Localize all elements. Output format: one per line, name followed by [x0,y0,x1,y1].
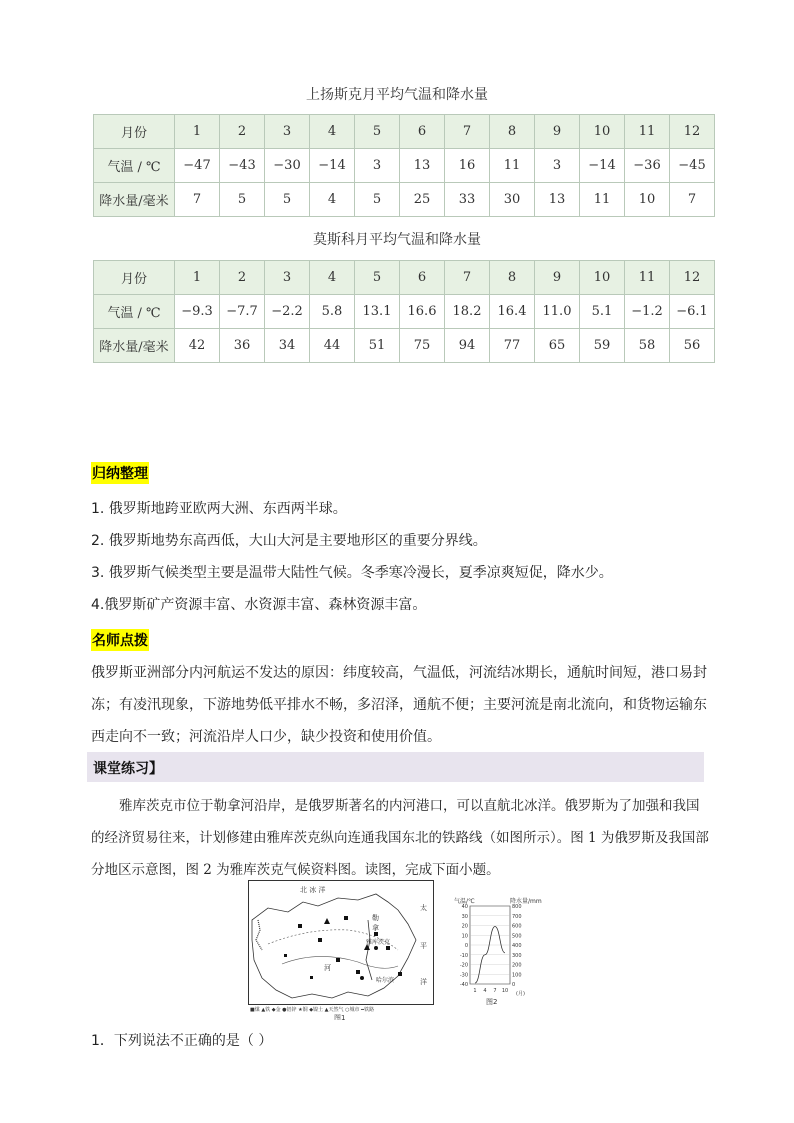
month-cell: 9 [535,115,580,149]
temp-cell: 18.2 [445,295,490,329]
summary-item: 3. 俄罗斯气候类型主要是温带大陆性气候。冬季寒冷漫长，夏季凉爽短促，降水少。 [91,565,613,581]
x-tick-label: 10 [501,988,509,994]
y2-tick-label: 700 [512,913,522,920]
map-label: 平 [420,942,427,950]
map-label: 河 [324,964,331,972]
summary-item: 4.俄罗斯矿产资源丰富、水资源丰富、森林资源丰富。 [91,597,427,613]
month-cell: 7 [445,261,490,295]
precip-cell: 36 [220,329,265,363]
exercise-intro: 雅库茨克市位于勒拿河沿岸，是俄罗斯著名的内河港口，可以直航北冰洋。俄罗斯为了加强和我国的经济贸易往来，计划修建由雅库茨克纵向连通我国东北的铁路线（如图所示）。图 1 为俄罗斯及我国部分地区示意图，图 2 为雅库茨克气候资料图。读图，完成下面小题。 [91,798,709,878]
table2-title: 莫斯科月平均气温和降水量 [313,232,481,248]
temp-cell: −45 [670,149,715,183]
question-1: 1．下列说法不正确的是（ ） [91,1033,273,1049]
temp-cell: 16.6 [400,295,445,329]
precip-header: 降水量/毫米 [94,183,175,217]
temp-cell: −14 [580,149,625,183]
summary-item: 2. 俄罗斯地势东高西低，大山大河是主要地形区的重要分界线。 [91,533,487,549]
month-cell: 4 [310,115,355,149]
temp-cell: 5.1 [580,295,625,329]
map-caption: 图1 [334,1014,346,1020]
map-label: 北 冰 洋 [300,886,326,894]
x-tick-label: 4 [483,988,487,994]
precip-cell: 56 [670,329,715,363]
month-cell: 5 [355,261,400,295]
precip-cell: 11 [580,183,625,217]
month-cell: 5 [355,115,400,149]
month-cell: 10 [580,115,625,149]
month-cell: 10 [580,261,625,295]
map-label: 太 [420,904,427,912]
month-cell: 8 [490,261,535,295]
precip-cell: 94 [445,329,490,363]
summary-item: 1. 俄罗斯地跨亚欧两大洲、东西两半球。 [91,501,347,517]
chart-left-axis-label: 气温/℃ [454,898,475,905]
month-cell: 6 [400,115,445,149]
precip-cell: 75 [400,329,445,363]
verkhoyansk-climate-table [93,114,715,217]
summary-heading: 归纳整理 [91,462,149,484]
month-header: 月份 [94,115,175,149]
map-label: 拿 [372,924,379,932]
y2-tick-label: 0 [512,982,516,988]
map-label: 洋 [420,978,427,986]
precip-cell: 51 [355,329,400,363]
precip-cell: 5 [355,183,400,217]
precip-cell: 58 [625,329,670,363]
tips-text: 俄罗斯亚洲部分内河航运不发达的原因：纬度较高，气温低，河流结冰期长，通航时间短，港口易封冻；有凌汛现象，下游地势低平排水不畅，多沼泽，通航不便；主要河流是南北流向，和货物运输东西走向不一致；河流沿岸人口少，缺少投资和使用价值。 [91,665,707,745]
map-label: 雅库茨克 [366,939,391,946]
map-label: 勒 [372,914,379,922]
month-cell: 3 [265,115,310,149]
y-tick-label: 20 [461,923,468,930]
y-tick-label: -20 [459,962,468,969]
precip-cell: 34 [265,329,310,363]
moscow-climate-table [93,260,715,363]
temp-cell: −7.7 [220,295,265,329]
month-cell: 2 [220,261,265,295]
temp-cell: 5.8 [310,295,355,329]
temp-cell: −2.2 [265,295,310,329]
temp-cell: 13.1 [355,295,400,329]
month-cell: 11 [625,261,670,295]
temp-header: 气温 / ℃ [94,149,175,183]
precip-cell: 59 [580,329,625,363]
temp-cell: −9.3 [175,295,220,329]
precip-cell: 25 [400,183,445,217]
month-cell: 1 [175,261,220,295]
y2-tick-label: 500 [512,933,522,940]
month-cell: 2 [220,115,265,149]
y2-tick-label: 400 [512,943,522,949]
temp-cell: −43 [220,149,265,183]
precip-cell: 4 [310,183,355,217]
temp-cell: 3 [355,149,400,183]
precip-cell: 5 [220,183,265,217]
y-tick-label: 40 [461,904,468,910]
y-tick-label: 10 [461,933,468,940]
precip-cell: 44 [310,329,355,363]
temp-header: 气温 / ℃ [94,295,175,329]
y-tick-label: -40 [459,982,468,988]
precip-cell: 13 [535,183,580,217]
temp-cell: −1.2 [625,295,670,329]
month-cell: 4 [310,261,355,295]
y2-tick-label: 100 [512,972,522,979]
month-cell: 12 [670,261,715,295]
month-cell: 11 [625,115,670,149]
month-cell: 7 [445,115,490,149]
month-cell: 8 [490,115,535,149]
temp-cell: −36 [625,149,670,183]
month-cell: 3 [265,261,310,295]
y-tick-label: 30 [461,913,468,920]
precip-header: 降水量/毫米 [94,329,175,363]
x-axis-unit: (月) [516,991,525,997]
precip-cell: 5 [265,183,310,217]
exercise-heading-bar [87,752,704,782]
map-legend: ■煤 ▲铁 ◆金 ●铝锌 ★铜 ◆镍土 ▲天然气 ○城市 ━铁路 [250,1007,375,1013]
temp-cell: −30 [265,149,310,183]
x-tick-label: 1 [473,988,477,994]
month-cell: 1 [175,115,220,149]
chart-caption: 图2 [486,998,498,1006]
temp-cell: 13 [400,149,445,183]
y2-tick-label: 300 [512,952,522,959]
precip-cell: 77 [490,329,535,363]
y2-tick-label: 200 [512,962,522,969]
month-cell: 9 [535,261,580,295]
precip-cell: 7 [175,183,220,217]
yakutsk-climate-chart [452,896,548,1006]
table1-title: 上扬斯克月平均气温和降水量 [306,87,488,103]
temp-cell: 11.0 [535,295,580,329]
month-cell: 6 [400,261,445,295]
precip-cell: 7 [670,183,715,217]
temp-cell: −6.1 [670,295,715,329]
exercise-heading: 课堂练习】 [93,761,163,777]
y2-tick-label: 600 [512,923,522,930]
precip-cell: 30 [490,183,535,217]
y2-tick-label: 800 [512,904,522,910]
temp-cell: −47 [175,149,220,183]
map-label: 哈尔滨 [376,977,395,984]
month-header: 月份 [94,261,175,295]
temp-cell: 11 [490,149,535,183]
russia-china-map [248,880,434,1020]
tips-heading: 名师点拨 [91,629,149,651]
temp-cell: −14 [310,149,355,183]
precip-cell: 65 [535,329,580,363]
month-cell: 12 [670,115,715,149]
temp-cell: 3 [535,149,580,183]
temp-cell: 16.4 [490,295,535,329]
y-tick-label: 0 [464,943,468,949]
chart-right-axis-label: 降水量/mm [510,898,542,905]
precip-cell: 42 [175,329,220,363]
x-tick-label: 7 [493,988,497,994]
precip-cell: 10 [625,183,670,217]
y-tick-label: -30 [459,972,468,979]
precip-cell: 33 [445,183,490,217]
y-tick-label: -10 [459,952,468,959]
temp-cell: 16 [445,149,490,183]
